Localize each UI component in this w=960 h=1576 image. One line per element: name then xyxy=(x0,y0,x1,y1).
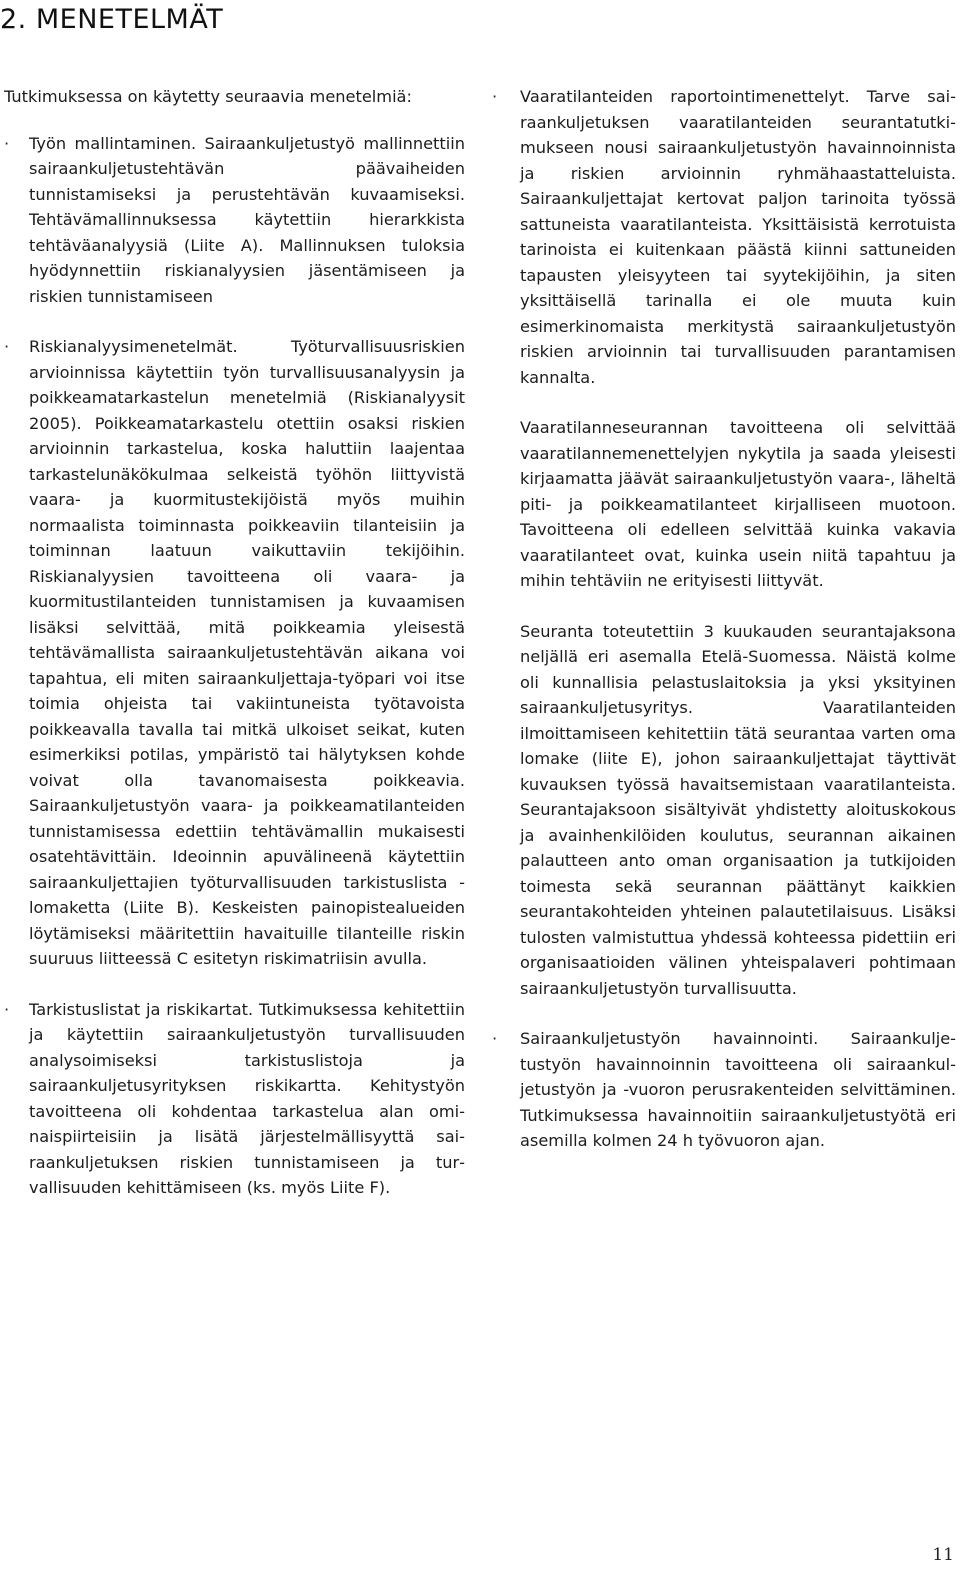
page-title: 2. MENETELMÄT xyxy=(0,4,224,35)
method-item-incident-reporting xyxy=(492,84,956,390)
bullet-icon: · xyxy=(4,133,10,153)
page-number: 11 xyxy=(932,1545,954,1565)
method-text: Vaaratilanteiden raportointimenettelyt. Tarve sairaankuljetuksen vaaratilanteiden seurantatutkimukseen nousi sairaankuljetustyön havainnoinnista ja riskien arvioinnin ryhmähaastatteluista. Sairaankuljettajat kertovat paljon tarinoita työssä sattuneista vaaratilanteista. Yksittäisistä kerrotuista tarinoista ei kuitenkaan päästä kiinni sattuneiden tapausten yleisyyteen tai syytekijöihin, ja siten yksittäisellä tarinalla ei ole muuta kuin esimerkinomaista merkitystä sairaankuljetustyön riskien arvioinnin tai turvallisuuden parantamisen kannalta. xyxy=(520,87,956,387)
method-text: Työn mallintaminen. Sairaankuljetustyö mallinnettiin sairaankuljetustehtävän päävaiheiden tunnistamiseksi ja perustehtävän kuvaamiseksi. Tehtävämallinnuksessa käytettiin hierarkkista tehtäväanalyysiä (Liite A). Mallinnuksen tuloksia hyödynnettiin riskianalyysien jäsentämiseen ja riskien tunnistamiseen xyxy=(29,133,465,306)
bullet-icon: · xyxy=(492,87,498,106)
method-text: Sairaankuljetustyön havainnointi. Sairaankuljetustyön havainnoinnin tavoitteena oli sairaankuljetustyön ja -vuoron perusrakenteiden selvittäminen. Tutkimuksessa havainnoitiin sairaankuljetustyötä eri asemilla kolmen 24 h työvuoron ajan. xyxy=(520,1029,956,1150)
method-item-checklists xyxy=(4,997,465,1201)
method-item-risk-analysis xyxy=(4,334,465,972)
right-column xyxy=(492,84,956,1179)
intro-text: Tutkimuksessa on käytetty seuraavia menetelmiä: xyxy=(4,87,412,106)
paragraph-incident-monitoring-goal: Vaaratilanneseurannan tavoitteena oli selvittää vaaratilannemenettelyjen nykytila ja saada yleisesti kirjaamatta jäävät sairaankuljetustyön vaara-, läheltä piti- ja poikkeamatilanteet kirjalliseen muotoon. Tavoitteena oli edelleen selvittää kuinka vakavia vaaratilanteet ovat, kuinka usein niitä tapahtuu ja mihin tehtäviin ne erityisesti liittyvät. xyxy=(520,418,956,590)
method-text: Tarkistuslistat ja riskikartat. Tutkimuksessa kehitettiin ja käytettiin sairaankuljetustyön turvallisuuden analysoimiseksi tarkistuslistoja ja sairaankuljetusyrityksen riskikartta. Kehitystyön tavoitteena oli kohdentaa tarkastelua alan ominaispiirteisiin ja lisätä järjestelmällisyyttä sairaankuljetuksen riskien tunnistamiseen ja turvallisuuden kehittämiseen (ks. myös Liite F). xyxy=(29,999,465,1197)
bullet-icon: · xyxy=(492,1029,498,1048)
bullet-icon: · xyxy=(4,999,10,1019)
left-column xyxy=(4,84,465,1226)
method-item-observation xyxy=(492,1026,956,1154)
method-item-modeling xyxy=(4,131,465,310)
method-text: Riskianalyysimenetelmät. Työturvallisuusriskien arvioinnissa käytettiin työn turvallisuusanalyysin ja poikkeamatarkastelun menetelmiä (Riskianalyysit 2005). Poikkeamatarkastelu otettiin osaksi riskien arvioinnin tarkastelua, koska haluttiin laajentaa tarkastelunäkökulmaa selkeistä työhön liittyvistä vaara- ja kuormitustekijöistä myös muihin normaalista toiminnasta poikkeaviin tilanteisiin ja toiminnan laatuun vaikuttaviin tekijöihin. Riskianalyysien tavoitteena oli vaara- ja kuormitustilanteiden tunnistamisen ja kuvaamisen lisäksi selvittää, mitä poikkeamia yleisestä tehtävämallista sairaankuljetustehtävän aikana voi tapahtua, eli miten sairaankuljettaja-työpari voi itse toimia ohjeista tai vakiintuneista työtavoista poikkeavalla tavalla tai mitkä ulkoiset seikat, kuten esimerkiksi potilas, ympäristö tai hälytyksen kohde voivat olla tavanomaisesta poikkeavia. Sairaankuljetustyön vaara- ja poikkeamatilanteiden tunnistamisessa edettiin tehtävämallin mukaisesti osatehtävittäin. Ideoinnin apuvälineenä käytettiin sairaankuljettajien työturvallisuuden tarkistuslista -lomaketta (Liite B). Keskeisten painopistealueiden löytämiseksi määritettiin havaituille tilanteille riskin suuruus liitteessä C esitetyn riskimatriisin avulla. xyxy=(29,337,465,968)
bullet-icon: · xyxy=(4,337,10,356)
paragraph-monitoring-implementation: Seuranta toteutettiin 3 kuukauden seurantajaksona neljällä eri asemalla Etelä-Suomessa. Näistä kolme oli kunnallisia pelastuslaitoksia ja yksi yksityinen sairaankuljetusyritys. Vaaratilanteiden ilmoittamiseen kehitettiin tätä seurantaa varten oma lomake (liite E), johon sairaankuljettajat täyttivät kuvauksen työssä havaitsemistaan vaaratilanteista. Seurantajaksoon sisältyivät yhdistetty aloituskokous ja avainhenkilöiden koulutus, seurannan aikainen palautteen anto oman organisaation ja tutkijoiden toimesta sekä seurannan päättänyt kaikkien seurantakohteiden yhteinen palautetilaisuus. Lisäksi tulosten valmistuttua yhdessä kohteessa pidettiin eri organisaatioiden välinen yhteispalaveri pohtimaan sairaankuljetustyön turvallisuutta. xyxy=(520,621,956,998)
